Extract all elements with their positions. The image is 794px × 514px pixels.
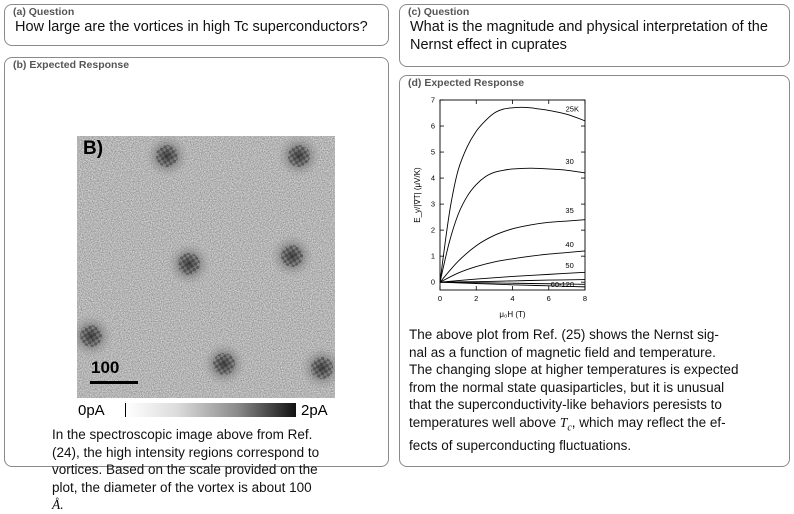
panel-b-line: (24), the high intensity regions correspond to — [52, 444, 320, 460]
series-label: 50 — [565, 260, 574, 270]
vortex-core — [178, 253, 200, 275]
panel-d-paragraph — [409, 326, 784, 454]
colorbar-high-label: 2pA — [301, 402, 328, 419]
panel-b-line: vortices. Based on the scale provided on the — [52, 462, 318, 477]
series-label: 35 — [565, 206, 574, 216]
colorbar — [125, 403, 296, 417]
series-label: 60-120 — [550, 279, 575, 289]
colorbar-low-label: 0pA — [78, 402, 105, 419]
plot-frame — [440, 100, 585, 290]
vortex-core — [156, 145, 178, 167]
y-tick-label: 4 — [430, 173, 435, 183]
series-label: 25K — [565, 104, 579, 114]
series-line — [440, 220, 585, 282]
x-tick-label: 0 — [437, 294, 443, 303]
panel-a-question — [4, 4, 389, 46]
y-tick-label: 2 — [430, 225, 435, 235]
panel-c-line: Nernst effect in cuprates — [410, 37, 567, 53]
series-line — [440, 251, 585, 282]
vortex-core — [311, 357, 333, 379]
tc-symbol: $T_c$ — [559, 414, 572, 434]
scale-bar — [90, 381, 138, 384]
panel-letter: B) — [83, 138, 104, 159]
vortex-core — [80, 325, 102, 347]
y-axis-label: E_y/|∇T| (μV/K) — [413, 167, 422, 223]
panel-b-line: In the spectroscopic image above from Ref. — [52, 427, 313, 442]
y-tick-label: 5 — [430, 147, 435, 157]
y-tick-label: 1 — [430, 251, 435, 261]
x-tick-label: 2 — [474, 294, 479, 303]
x-tick-label: 8 — [582, 294, 588, 303]
panel-b-response — [4, 57, 389, 512]
x-axis-label: μ₀H (T) — [499, 310, 526, 319]
panel-d-line-part: , which may reflect the ef- — [571, 414, 726, 430]
panel-d-line: The changing slope at higher temperatures is expected — [409, 362, 739, 377]
panel-b-paragraph — [52, 426, 372, 514]
panel-a-tag: (a) Question — [13, 6, 75, 18]
panel-d-line: that the superconductivity-like behaviors peresists to — [409, 397, 722, 412]
vortex-core — [288, 145, 310, 167]
panel-c-line: What is the magnitude and physical interpretation of the — [410, 19, 768, 35]
x-tick-label: 4 — [510, 294, 515, 303]
panel-d-line: The above plot from Ref. (25) shows the Nernst sig- — [409, 327, 719, 342]
series-line — [440, 104, 585, 282]
y-tick-label: 0 — [430, 277, 435, 287]
x-tick-label: 6 — [546, 294, 551, 303]
panel-d-line-part: temperatures well above — [409, 414, 560, 430]
panel-d-tag: (d) Expected Response — [408, 77, 525, 89]
panel-c-tag: (c) Question — [408, 6, 470, 18]
scale-bar-label: 100 — [91, 358, 120, 377]
panel-c-question — [399, 4, 790, 67]
panel-d-line — [409, 414, 784, 437]
stm-vortex-image — [77, 136, 335, 398]
y-tick-label: 7 — [430, 95, 435, 105]
panel-d-line: from the normal state quasiparticles, but it is unusual — [409, 379, 725, 395]
y-tick-label: 6 — [430, 121, 435, 131]
nernst-chart — [405, 92, 605, 324]
vortex-core — [213, 353, 235, 375]
panel-b-tag: (b) Expected Response — [13, 59, 130, 71]
panel-d-line: fects of superconducting fluctuations. — [409, 437, 632, 453]
vortex-core — [281, 245, 303, 267]
series-label: 30 — [565, 156, 574, 166]
series-label: 40 — [565, 240, 574, 250]
panel-b-line: plot, the diameter of the vortex is about 100 — [52, 479, 312, 495]
panel-c-question-text — [410, 18, 779, 54]
series-line — [440, 168, 585, 282]
panel-d-line: nal as a function of magnetic field and temperature. — [409, 344, 716, 360]
panel-a-question-text: How large are the vortices in high Tc superconductors? — [15, 19, 368, 35]
y-tick-label: 3 — [430, 199, 435, 209]
panel-b-line: Å. — [52, 497, 64, 512]
